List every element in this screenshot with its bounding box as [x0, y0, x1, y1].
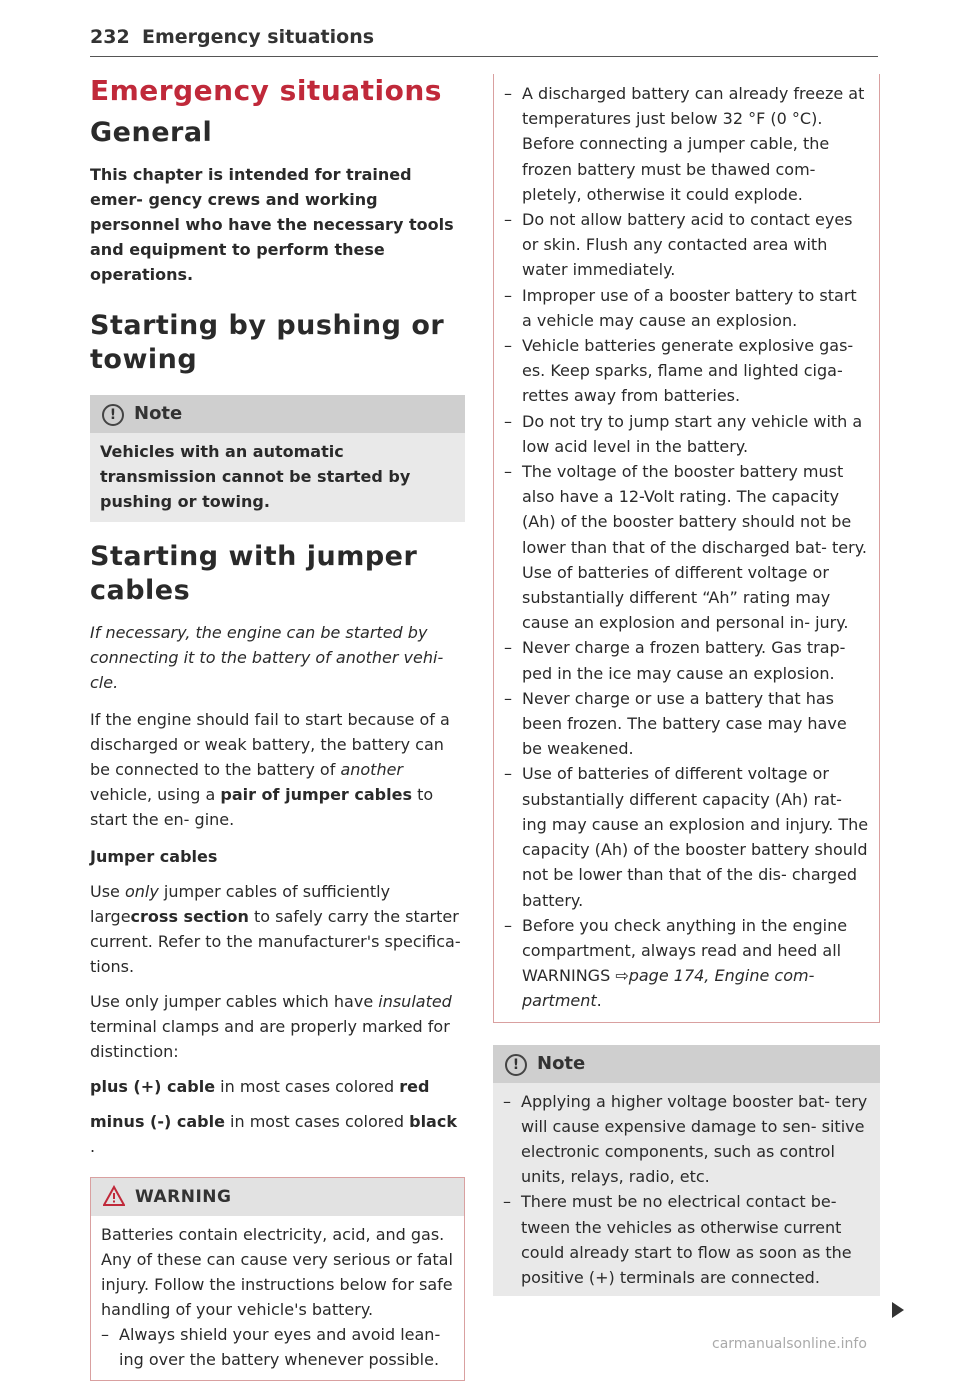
note-header [493, 1045, 880, 1083]
list-item: – Never charge a frozen battery. Gas trap- ped in the ice may cause an explosion. [504, 635, 869, 685]
list-item: – Never charge or use a battery that has been frozen. The battery case may have be weakened. [504, 686, 869, 762]
list-item: – Do not try to jump start any vehicle with a low acid level in the battery. [504, 409, 869, 459]
list-item: – Before you check anything in the engine compartment, always read and heed all WARNINGS ⇨page 174, Engine com- partment. [504, 913, 869, 1014]
warning-body [91, 1216, 464, 1380]
note-header [90, 395, 465, 433]
note-box-pushing [90, 395, 465, 522]
warning-list-right [504, 81, 869, 1014]
list-item: – Vehicle batteries generate explosive gas- es. Keep sparks, flame and lighted ciga- rettes away from batteries. [504, 333, 869, 409]
note-list [503, 1089, 870, 1291]
list-item: – There must be no electrical contact be- tween the vehicles as otherwise current could already start to flow as soon as the positive (+) terminals are connected. [503, 1189, 870, 1290]
warning-text: Batteries contain electricity, acid, and gas. Any of these can cause very serious or fatal injury. Follow the instructions below for safe handling of your vehicle's battery. [101, 1225, 453, 1319]
jumper-subheading: Jumper cables [90, 847, 218, 866]
pushing-heading: Starting by pushing or towing [90, 310, 445, 375]
info-circle-icon: ! [505, 1054, 527, 1076]
warning-box-continued [493, 74, 880, 1023]
continue-arrow-icon [892, 1302, 904, 1318]
jumper-heading: Starting with jumper cables [90, 541, 418, 606]
right-column [493, 74, 880, 1296]
list-item: – A discharged battery can already freeze at temperatures just below 32 °F (0 °C). Before connecting a jumper cable, the frozen battery must be thawed com- pletely, otherwise it could explode. [504, 81, 869, 207]
info-circle-icon: ! [102, 404, 124, 426]
minus-cable-line: minus (-) cable in most cases colored black . [90, 1112, 457, 1156]
note-label: Note [537, 1052, 586, 1074]
warning-triangle-icon [103, 1185, 125, 1207]
left-column [90, 74, 465, 1381]
warning-label: WARNING [135, 1187, 232, 1207]
jumper-paragraph-2: Use only jumper cables of sufficiently largecross section to safely carry the starter current. Refer to the manufacturer's specifica- tions. [90, 882, 461, 976]
watermark: carmanualsonline.info [712, 1336, 867, 1352]
note-text: Vehicles with an automatic transmission cannot be started by pushing or towing. [100, 442, 411, 511]
warning-box [90, 1177, 465, 1381]
list-item: – Use of batteries of different voltage or substantially different capacity (Ah) rat- ing may cause an explosion and injury. The capacity (Ah) of the booster battery should not be lower than that of the dis- charged battery. [504, 761, 869, 912]
list-item: – Do not allow battery acid to contact eyes or skin. Flush any contacted area with water immediately. [504, 207, 869, 283]
page-header [90, 22, 878, 57]
list-item: – Applying a higher voltage booster bat- tery will cause expensive damage to sen- sitive electronic components, such as control units, relays, radio, etc. [503, 1089, 870, 1190]
chapter-title: Emergency situations [90, 74, 442, 107]
section-title: Emergency situations [142, 26, 375, 48]
list-item: – The voltage of the booster battery must also have a 12-Volt rating. The capacity (Ah) of the booster battery should not be lower than that of the discharged bat- tery. Use of batteries of different voltage or substantially different “Ah” rating may cause an explosion and personal in- jury. [504, 459, 869, 635]
warning-header [91, 1178, 464, 1216]
page-reference-link[interactable]: ⇨page 174, Engine com- partment [522, 966, 815, 1011]
plus-cable-line: plus (+) cable in most cases colored red [90, 1077, 430, 1096]
warning-list-left [101, 1322, 454, 1372]
general-text: This chapter is intended for trained emer- gency crews and working personnel who have the necessary tools and equipment to perform these operations. [90, 165, 454, 284]
jumper-paragraph-3: Use only jumper cables which have insulated terminal clamps and are properly marked for distinction: [90, 992, 452, 1061]
general-heading: General [90, 117, 213, 148]
list-item: – Always shield your eyes and avoid lean- ing over the battery whenever possible. [101, 1322, 454, 1372]
list-item: – Improper use of a booster battery to start a vehicle may cause an explosion. [504, 283, 869, 333]
note-box-jumper [493, 1045, 880, 1297]
jumper-paragraph-1: If the engine should fail to start because of a discharged or weak battery, the battery can be connected to the battery of another vehicle, using a pair of jumper cables to start the en- gine. [90, 710, 450, 829]
page-number: 232 [90, 26, 130, 48]
note-label: Note [134, 403, 183, 424]
jumper-intro: If necessary, the engine can be started by connecting it to the battery of another vehi- cle. [90, 623, 444, 692]
